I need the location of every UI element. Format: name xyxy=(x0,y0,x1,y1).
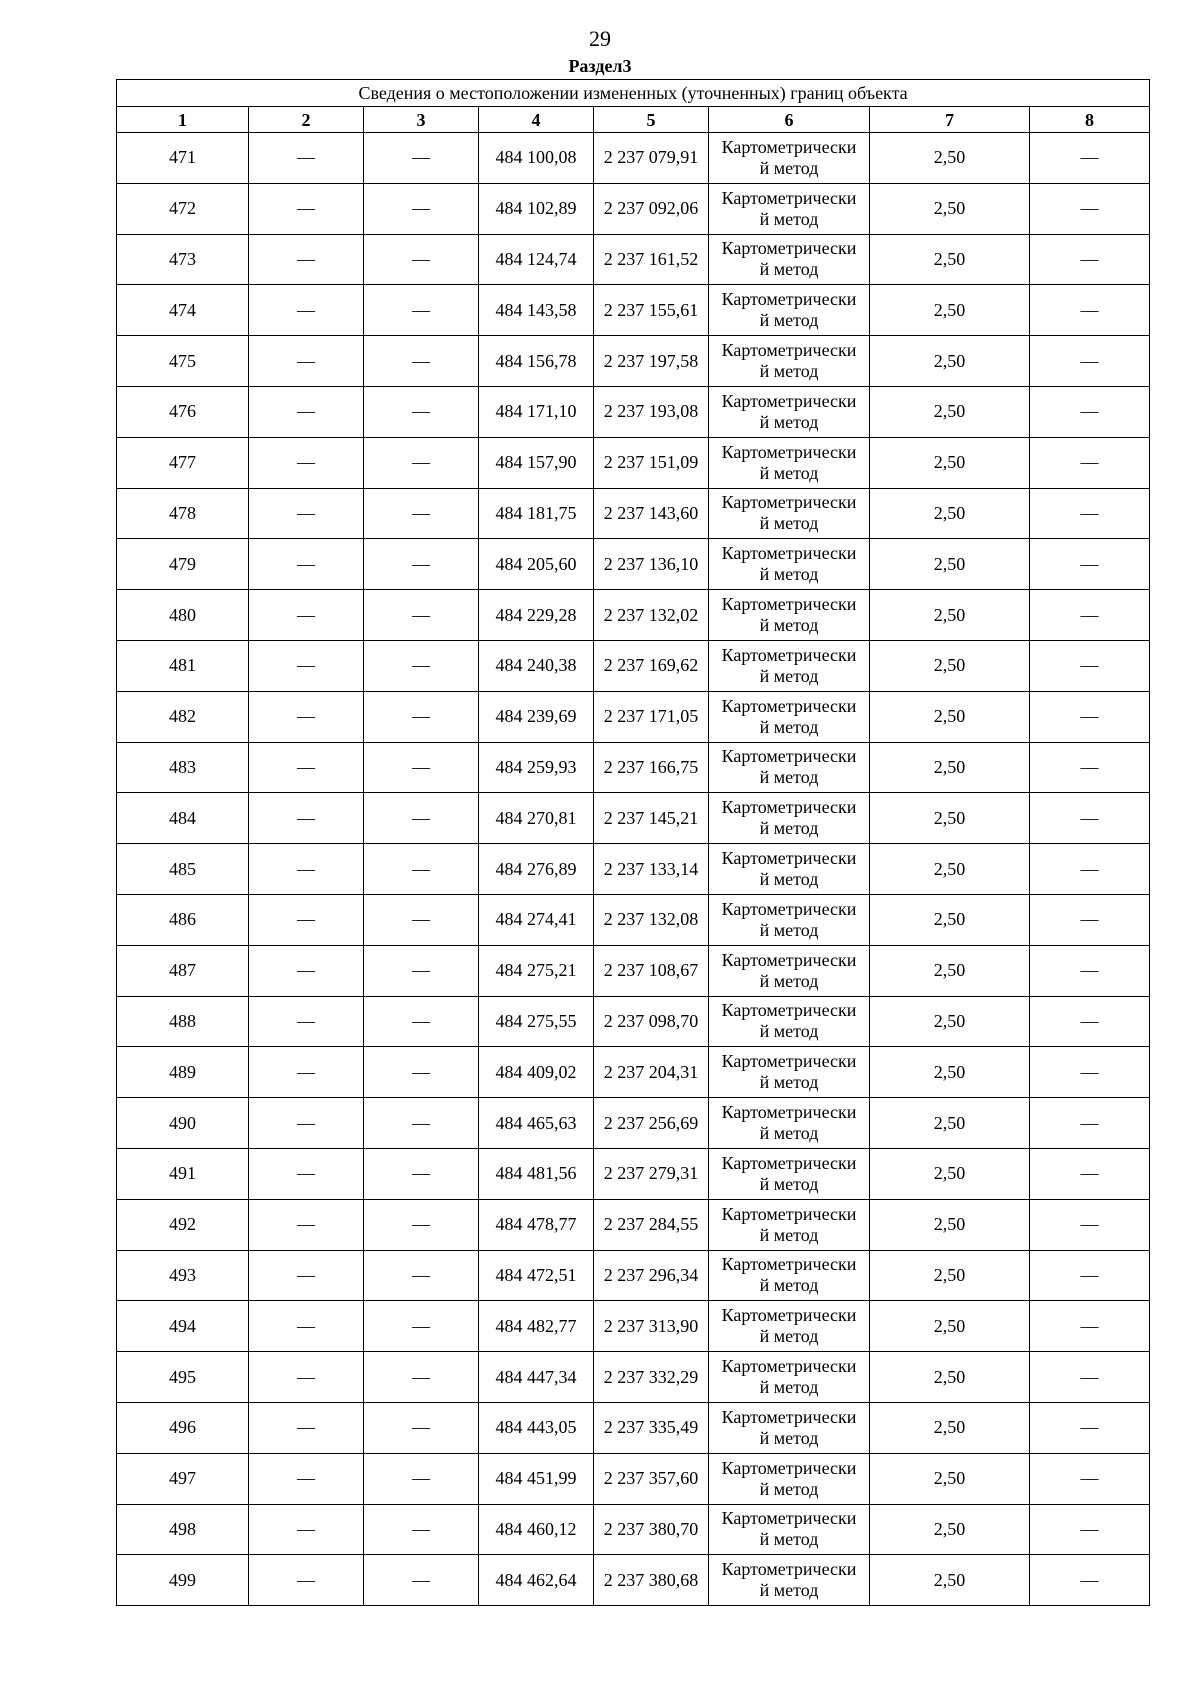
col3-value-cell: — xyxy=(364,386,479,437)
col3-value-cell: — xyxy=(364,234,479,285)
accuracy-cell: 2,50 xyxy=(870,1555,1030,1606)
point-number-cell: 492 xyxy=(117,1199,249,1250)
col2-value-cell: — xyxy=(249,183,364,234)
col8-value-cell: — xyxy=(1030,742,1150,793)
table-row xyxy=(117,1301,1150,1352)
point-number-cell: 483 xyxy=(117,742,249,793)
accuracy-cell: 2,50 xyxy=(870,1402,1030,1453)
col8-value-cell: — xyxy=(1030,183,1150,234)
column-number-2: 2 xyxy=(249,107,364,133)
method-cell: Картометрически й метод xyxy=(709,1098,870,1149)
table-row xyxy=(117,1402,1150,1453)
method-cell: Картометрически й метод xyxy=(709,1504,870,1555)
col3-value-cell: — xyxy=(364,1555,479,1606)
y-coordinate-cell: 2 237 079,91 xyxy=(594,133,709,184)
table-title: Сведения о местоположении измененных (уточненных) границ объекта xyxy=(117,80,1150,107)
x-coordinate-cell: 484 100,08 xyxy=(479,133,594,184)
y-coordinate-cell: 2 237 335,49 xyxy=(594,1402,709,1453)
point-number-cell: 498 xyxy=(117,1504,249,1555)
table-row xyxy=(117,386,1150,437)
col8-value-cell: — xyxy=(1030,336,1150,387)
col3-value-cell: — xyxy=(364,996,479,1047)
point-number-cell: 486 xyxy=(117,894,249,945)
x-coordinate-cell: 484 478,77 xyxy=(479,1199,594,1250)
accuracy-cell: 2,50 xyxy=(870,945,1030,996)
table-row xyxy=(117,691,1150,742)
x-coordinate-cell: 484 156,78 xyxy=(479,336,594,387)
method-cell: Картометрически й метод xyxy=(709,437,870,488)
x-coordinate-cell: 484 143,58 xyxy=(479,285,594,336)
col8-value-cell: — xyxy=(1030,640,1150,691)
y-coordinate-cell: 2 237 332,29 xyxy=(594,1352,709,1403)
column-number-8: 8 xyxy=(1030,107,1150,133)
accuracy-cell: 2,50 xyxy=(870,1250,1030,1301)
col8-value-cell: — xyxy=(1030,894,1150,945)
accuracy-cell: 2,50 xyxy=(870,1098,1030,1149)
point-number-cell: 477 xyxy=(117,437,249,488)
col2-value-cell: — xyxy=(249,1402,364,1453)
col2-value-cell: — xyxy=(249,1352,364,1403)
y-coordinate-cell: 2 237 169,62 xyxy=(594,640,709,691)
method-cell: Картометрически й метод xyxy=(709,793,870,844)
col8-value-cell: — xyxy=(1030,1047,1150,1098)
col8-value-cell: — xyxy=(1030,691,1150,742)
accuracy-cell: 2,50 xyxy=(870,996,1030,1047)
accuracy-cell: 2,50 xyxy=(870,590,1030,641)
col3-value-cell: — xyxy=(364,691,479,742)
col2-value-cell: — xyxy=(249,1250,364,1301)
accuracy-cell: 2,50 xyxy=(870,133,1030,184)
method-cell: Картометрически й метод xyxy=(709,1148,870,1199)
accuracy-cell: 2,50 xyxy=(870,1352,1030,1403)
col3-value-cell: — xyxy=(364,1098,479,1149)
col2-value-cell: — xyxy=(249,844,364,895)
col8-value-cell: — xyxy=(1030,285,1150,336)
point-number-cell: 499 xyxy=(117,1555,249,1606)
column-number-row xyxy=(117,107,1150,133)
accuracy-cell: 2,50 xyxy=(870,285,1030,336)
table-row xyxy=(117,437,1150,488)
method-cell: Картометрически й метод xyxy=(709,996,870,1047)
col3-value-cell: — xyxy=(364,1352,479,1403)
table-row xyxy=(117,1148,1150,1199)
column-number-1: 1 xyxy=(117,107,249,133)
y-coordinate-cell: 2 237 133,14 xyxy=(594,844,709,895)
point-number-cell: 475 xyxy=(117,336,249,387)
accuracy-cell: 2,50 xyxy=(870,183,1030,234)
col3-value-cell: — xyxy=(364,844,479,895)
x-coordinate-cell: 484 409,02 xyxy=(479,1047,594,1098)
point-number-cell: 496 xyxy=(117,1402,249,1453)
section-label: Раздел3 xyxy=(568,56,632,76)
col2-value-cell: — xyxy=(249,945,364,996)
accuracy-cell: 2,50 xyxy=(870,894,1030,945)
column-number-5: 5 xyxy=(594,107,709,133)
method-cell: Картометрически й метод xyxy=(709,1047,870,1098)
y-coordinate-cell: 2 237 380,70 xyxy=(594,1504,709,1555)
y-coordinate-cell: 2 237 136,10 xyxy=(594,539,709,590)
x-coordinate-cell: 484 482,77 xyxy=(479,1301,594,1352)
x-coordinate-cell: 484 259,93 xyxy=(479,742,594,793)
col8-value-cell: — xyxy=(1030,133,1150,184)
table-row xyxy=(117,1199,1150,1250)
method-cell: Картометрически й метод xyxy=(709,234,870,285)
x-coordinate-cell: 484 447,34 xyxy=(479,1352,594,1403)
method-cell: Картометрически й метод xyxy=(709,1402,870,1453)
table-row xyxy=(117,539,1150,590)
accuracy-cell: 2,50 xyxy=(870,234,1030,285)
col8-value-cell: — xyxy=(1030,1555,1150,1606)
col3-value-cell: — xyxy=(364,488,479,539)
y-coordinate-cell: 2 237 145,21 xyxy=(594,793,709,844)
accuracy-cell: 2,50 xyxy=(870,386,1030,437)
boundary-coordinates-table xyxy=(116,79,1150,1606)
point-number-cell: 488 xyxy=(117,996,249,1047)
x-coordinate-cell: 484 274,41 xyxy=(479,894,594,945)
x-coordinate-cell: 484 205,60 xyxy=(479,539,594,590)
x-coordinate-cell: 484 276,89 xyxy=(479,844,594,895)
col3-value-cell: — xyxy=(364,590,479,641)
accuracy-cell: 2,50 xyxy=(870,1504,1030,1555)
col3-value-cell: — xyxy=(364,1402,479,1453)
table-row xyxy=(117,590,1150,641)
point-number-cell: 495 xyxy=(117,1352,249,1403)
col8-value-cell: — xyxy=(1030,1402,1150,1453)
table-row xyxy=(117,1352,1150,1403)
col3-value-cell: — xyxy=(364,793,479,844)
x-coordinate-cell: 484 472,51 xyxy=(479,1250,594,1301)
col2-value-cell: — xyxy=(249,1098,364,1149)
accuracy-cell: 2,50 xyxy=(870,1199,1030,1250)
y-coordinate-cell: 2 237 132,02 xyxy=(594,590,709,641)
y-coordinate-cell: 2 237 092,06 xyxy=(594,183,709,234)
x-coordinate-cell: 484 465,63 xyxy=(479,1098,594,1149)
table-row xyxy=(117,133,1150,184)
col8-value-cell: — xyxy=(1030,1504,1150,1555)
col8-value-cell: — xyxy=(1030,996,1150,1047)
x-coordinate-cell: 484 240,38 xyxy=(479,640,594,691)
point-number-cell: 479 xyxy=(117,539,249,590)
table-row xyxy=(117,1047,1150,1098)
method-cell: Картометрически й метод xyxy=(709,640,870,691)
method-cell: Картометрически й метод xyxy=(709,691,870,742)
y-coordinate-cell: 2 237 193,08 xyxy=(594,386,709,437)
method-cell: Картометрически й метод xyxy=(709,1555,870,1606)
accuracy-cell: 2,50 xyxy=(870,844,1030,895)
col2-value-cell: — xyxy=(249,1148,364,1199)
table-row xyxy=(117,894,1150,945)
col3-value-cell: — xyxy=(364,1148,479,1199)
method-cell: Картометрически й метод xyxy=(709,945,870,996)
y-coordinate-cell: 2 237 132,08 xyxy=(594,894,709,945)
y-coordinate-cell: 2 237 161,52 xyxy=(594,234,709,285)
point-number-cell: 490 xyxy=(117,1098,249,1149)
col3-value-cell: — xyxy=(364,742,479,793)
x-coordinate-cell: 484 443,05 xyxy=(479,1402,594,1453)
col8-value-cell: — xyxy=(1030,1250,1150,1301)
col2-value-cell: — xyxy=(249,1199,364,1250)
col3-value-cell: — xyxy=(364,133,479,184)
method-cell: Картометрически й метод xyxy=(709,183,870,234)
y-coordinate-cell: 2 237 256,69 xyxy=(594,1098,709,1149)
col2-value-cell: — xyxy=(249,590,364,641)
point-number-cell: 491 xyxy=(117,1148,249,1199)
col2-value-cell: — xyxy=(249,386,364,437)
x-coordinate-cell: 484 462,64 xyxy=(479,1555,594,1606)
col3-value-cell: — xyxy=(364,640,479,691)
point-number-cell: 473 xyxy=(117,234,249,285)
point-number-cell: 476 xyxy=(117,386,249,437)
col8-value-cell: — xyxy=(1030,1199,1150,1250)
col8-value-cell: — xyxy=(1030,945,1150,996)
method-cell: Картометрически й метод xyxy=(709,742,870,793)
method-cell: Картометрически й метод xyxy=(709,894,870,945)
table-row xyxy=(117,996,1150,1047)
col2-value-cell: — xyxy=(249,1301,364,1352)
table-row xyxy=(117,945,1150,996)
point-number-cell: 471 xyxy=(117,133,249,184)
point-number-cell: 487 xyxy=(117,945,249,996)
x-coordinate-cell: 484 275,55 xyxy=(479,996,594,1047)
y-coordinate-cell: 2 237 108,67 xyxy=(594,945,709,996)
table-row xyxy=(117,1250,1150,1301)
method-cell: Картометрически й метод xyxy=(709,336,870,387)
col2-value-cell: — xyxy=(249,691,364,742)
point-number-cell: 480 xyxy=(117,590,249,641)
method-cell: Картометрически й метод xyxy=(709,539,870,590)
x-coordinate-cell: 484 157,90 xyxy=(479,437,594,488)
point-number-cell: 485 xyxy=(117,844,249,895)
x-coordinate-cell: 484 102,89 xyxy=(479,183,594,234)
col8-value-cell: — xyxy=(1030,234,1150,285)
accuracy-cell: 2,50 xyxy=(870,488,1030,539)
col8-value-cell: — xyxy=(1030,437,1150,488)
col2-value-cell: — xyxy=(249,1047,364,1098)
accuracy-cell: 2,50 xyxy=(870,640,1030,691)
y-coordinate-cell: 2 237 204,31 xyxy=(594,1047,709,1098)
method-cell: Картометрически й метод xyxy=(709,1199,870,1250)
accuracy-cell: 2,50 xyxy=(870,1301,1030,1352)
table-row xyxy=(117,640,1150,691)
point-number-cell: 493 xyxy=(117,1250,249,1301)
x-coordinate-cell: 484 239,69 xyxy=(479,691,594,742)
accuracy-cell: 2,50 xyxy=(870,437,1030,488)
col3-value-cell: — xyxy=(364,437,479,488)
page-number: 29 xyxy=(589,26,611,51)
col3-value-cell: — xyxy=(364,945,479,996)
accuracy-cell: 2,50 xyxy=(870,793,1030,844)
column-number-3: 3 xyxy=(364,107,479,133)
point-number-cell: 489 xyxy=(117,1047,249,1098)
table-row xyxy=(117,793,1150,844)
table-row xyxy=(117,742,1150,793)
col2-value-cell: — xyxy=(249,742,364,793)
y-coordinate-cell: 2 237 166,75 xyxy=(594,742,709,793)
point-number-cell: 484 xyxy=(117,793,249,844)
table-row xyxy=(117,234,1150,285)
col3-value-cell: — xyxy=(364,1301,479,1352)
y-coordinate-cell: 2 237 279,31 xyxy=(594,1148,709,1199)
table-row xyxy=(117,183,1150,234)
point-number-cell: 472 xyxy=(117,183,249,234)
column-number-7: 7 xyxy=(870,107,1030,133)
col2-value-cell: — xyxy=(249,539,364,590)
col2-value-cell: — xyxy=(249,996,364,1047)
col3-value-cell: — xyxy=(364,336,479,387)
method-cell: Картометрически й метод xyxy=(709,285,870,336)
y-coordinate-cell: 2 237 357,60 xyxy=(594,1453,709,1504)
col3-value-cell: — xyxy=(364,183,479,234)
y-coordinate-cell: 2 237 143,60 xyxy=(594,488,709,539)
col2-value-cell: — xyxy=(249,640,364,691)
table-body xyxy=(117,133,1150,1606)
table-row xyxy=(117,844,1150,895)
x-coordinate-cell: 484 171,10 xyxy=(479,386,594,437)
col2-value-cell: — xyxy=(249,1504,364,1555)
point-number-cell: 478 xyxy=(117,488,249,539)
table-row xyxy=(117,336,1150,387)
x-coordinate-cell: 484 229,28 xyxy=(479,590,594,641)
y-coordinate-cell: 2 237 197,58 xyxy=(594,336,709,387)
col3-value-cell: — xyxy=(364,1047,479,1098)
point-number-cell: 482 xyxy=(117,691,249,742)
column-number-4: 4 xyxy=(479,107,594,133)
y-coordinate-cell: 2 237 151,09 xyxy=(594,437,709,488)
method-cell: Картометрически й метод xyxy=(709,1352,870,1403)
y-coordinate-cell: 2 237 171,05 xyxy=(594,691,709,742)
col2-value-cell: — xyxy=(249,285,364,336)
x-coordinate-cell: 484 124,74 xyxy=(479,234,594,285)
col8-value-cell: — xyxy=(1030,386,1150,437)
col2-value-cell: — xyxy=(249,793,364,844)
y-coordinate-cell: 2 237 098,70 xyxy=(594,996,709,1047)
method-cell: Картометрически й метод xyxy=(709,488,870,539)
table-row xyxy=(117,1453,1150,1504)
y-coordinate-cell: 2 237 296,34 xyxy=(594,1250,709,1301)
point-number-cell: 474 xyxy=(117,285,249,336)
col3-value-cell: — xyxy=(364,1504,479,1555)
table-row xyxy=(117,1504,1150,1555)
method-cell: Картометрически й метод xyxy=(709,386,870,437)
col8-value-cell: — xyxy=(1030,1301,1150,1352)
method-cell: Картометрически й метод xyxy=(709,1250,870,1301)
point-number-cell: 494 xyxy=(117,1301,249,1352)
col2-value-cell: — xyxy=(249,488,364,539)
col3-value-cell: — xyxy=(364,1453,479,1504)
x-coordinate-cell: 484 460,12 xyxy=(479,1504,594,1555)
col2-value-cell: — xyxy=(249,437,364,488)
col2-value-cell: — xyxy=(249,336,364,387)
col3-value-cell: — xyxy=(364,894,479,945)
table-row xyxy=(117,1555,1150,1606)
point-number-cell: 497 xyxy=(117,1453,249,1504)
table-row xyxy=(117,285,1150,336)
col8-value-cell: — xyxy=(1030,1098,1150,1149)
col8-value-cell: — xyxy=(1030,539,1150,590)
y-coordinate-cell: 2 237 155,61 xyxy=(594,285,709,336)
x-coordinate-cell: 484 181,75 xyxy=(479,488,594,539)
col8-value-cell: — xyxy=(1030,590,1150,641)
accuracy-cell: 2,50 xyxy=(870,691,1030,742)
col8-value-cell: — xyxy=(1030,1453,1150,1504)
col3-value-cell: — xyxy=(364,1199,479,1250)
y-coordinate-cell: 2 237 380,68 xyxy=(594,1555,709,1606)
method-cell: Картометрически й метод xyxy=(709,133,870,184)
col8-value-cell: — xyxy=(1030,1352,1150,1403)
method-cell: Картометрически й метод xyxy=(709,590,870,641)
col8-value-cell: — xyxy=(1030,1148,1150,1199)
col2-value-cell: — xyxy=(249,133,364,184)
column-number-6: 6 xyxy=(709,107,870,133)
method-cell: Картометрически й метод xyxy=(709,1301,870,1352)
col3-value-cell: — xyxy=(364,285,479,336)
col3-value-cell: — xyxy=(364,1250,479,1301)
accuracy-cell: 2,50 xyxy=(870,1453,1030,1504)
accuracy-cell: 2,50 xyxy=(870,742,1030,793)
y-coordinate-cell: 2 237 313,90 xyxy=(594,1301,709,1352)
table-row xyxy=(117,1098,1150,1149)
accuracy-cell: 2,50 xyxy=(870,539,1030,590)
col8-value-cell: — xyxy=(1030,844,1150,895)
point-number-cell: 481 xyxy=(117,640,249,691)
col2-value-cell: — xyxy=(249,234,364,285)
accuracy-cell: 2,50 xyxy=(870,1047,1030,1098)
x-coordinate-cell: 484 481,56 xyxy=(479,1148,594,1199)
col2-value-cell: — xyxy=(249,1453,364,1504)
x-coordinate-cell: 484 451,99 xyxy=(479,1453,594,1504)
x-coordinate-cell: 484 270,81 xyxy=(479,793,594,844)
col3-value-cell: — xyxy=(364,539,479,590)
col8-value-cell: — xyxy=(1030,793,1150,844)
x-coordinate-cell: 484 275,21 xyxy=(479,945,594,996)
method-cell: Картометрически й метод xyxy=(709,1453,870,1504)
accuracy-cell: 2,50 xyxy=(870,1148,1030,1199)
table-row xyxy=(117,488,1150,539)
accuracy-cell: 2,50 xyxy=(870,336,1030,387)
col2-value-cell: — xyxy=(249,894,364,945)
col8-value-cell: — xyxy=(1030,488,1150,539)
col2-value-cell: — xyxy=(249,1555,364,1606)
method-cell: Картометрически й метод xyxy=(709,844,870,895)
y-coordinate-cell: 2 237 284,55 xyxy=(594,1199,709,1250)
